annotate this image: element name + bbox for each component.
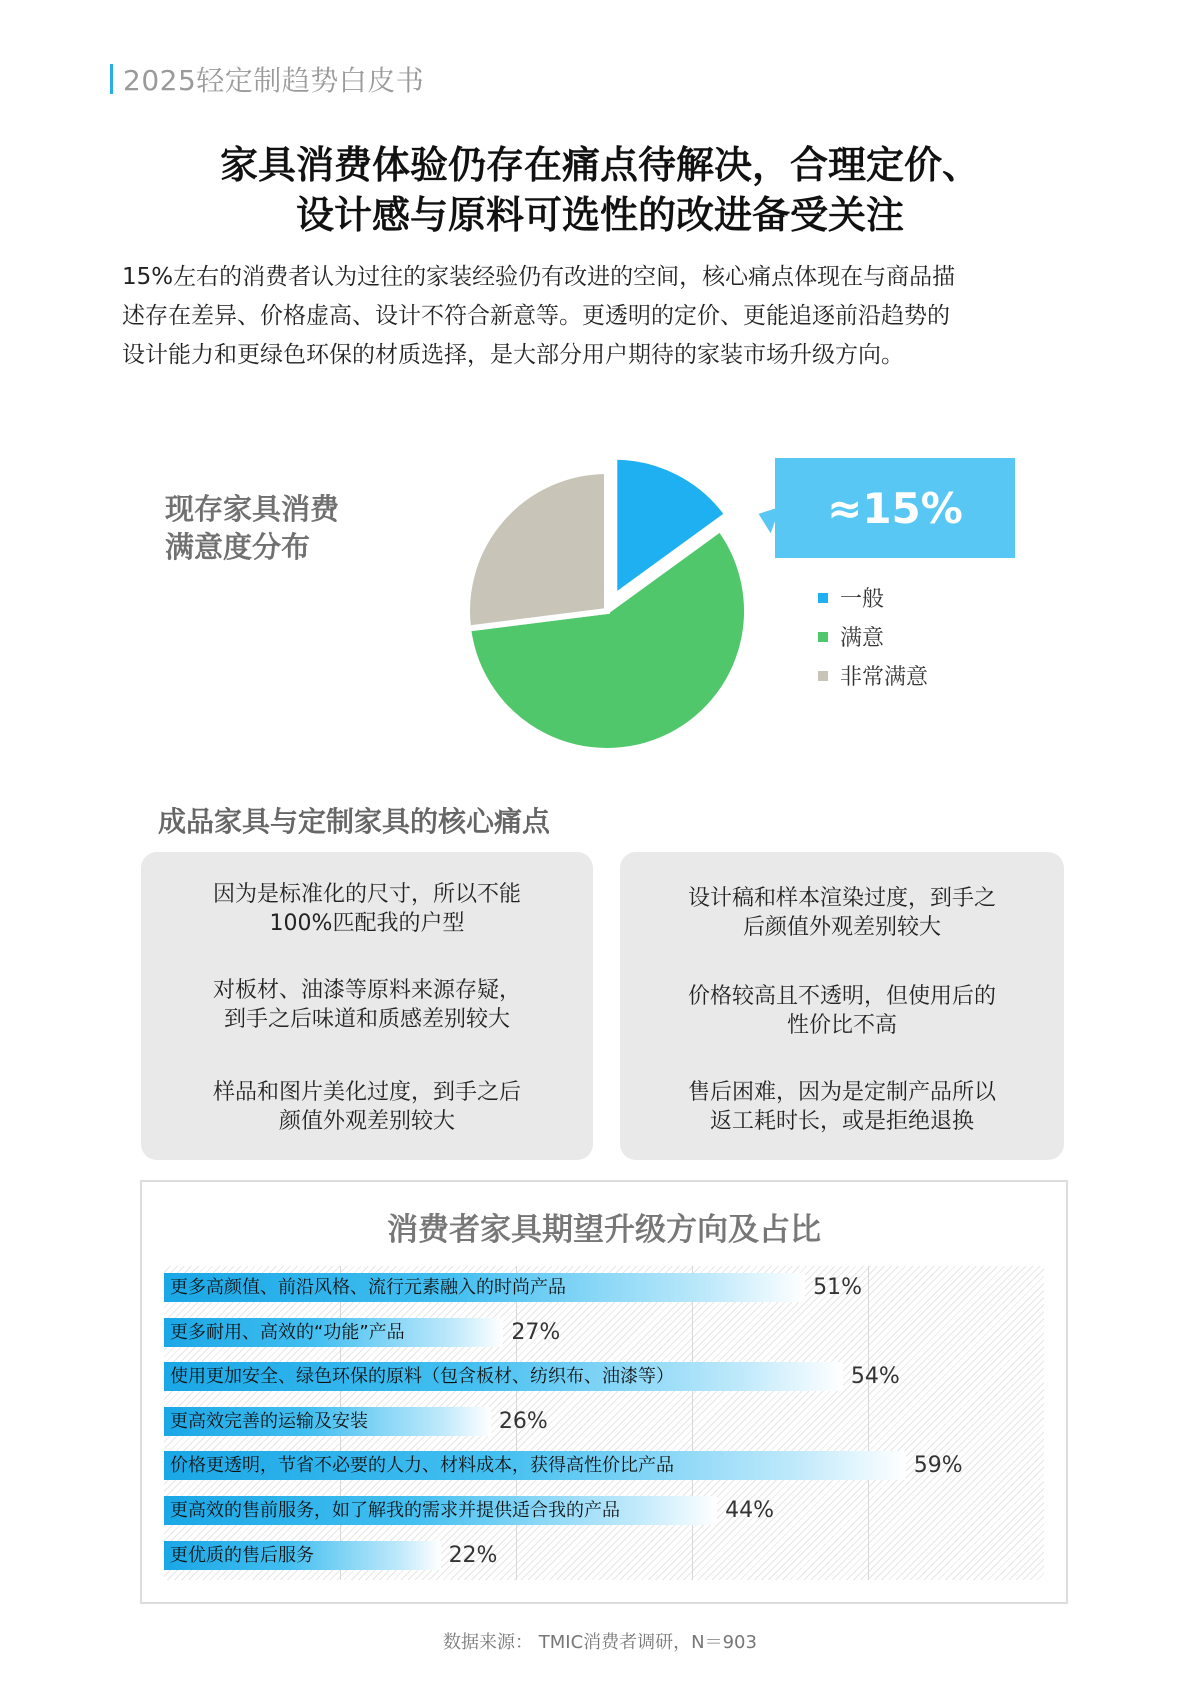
legend-label-satisfied: 满意	[840, 626, 885, 651]
bar-value-label: 51%	[813, 1275, 863, 1300]
upgrade-direction-panel	[140, 1180, 1068, 1604]
pain-point-line: 性价比不高	[786, 1013, 897, 1038]
pain-point-line: 后颜值外观差别较大	[742, 915, 941, 940]
intro-line-2: 述存在差异、价格虚高、设计不符合新意等。更透明的定价、更能追逐前沿趋势的	[122, 303, 950, 329]
intro-line-1: 15%左右的消费者认为过往的家装经验仍有改进的空间，核心痛点体现在与商品描	[122, 264, 956, 290]
pain-point-line: 样品和图片美化过度，到手之后	[212, 1080, 521, 1105]
page-title-line-2: 设计感与原料可选性的改进备受关注	[295, 193, 904, 237]
pie-title-line-2: 满意度分布	[165, 530, 311, 564]
page-title-line-1: 家具消费体验仍存在痛点待解决，合理定价、	[219, 143, 980, 187]
bar-category-label: 更高效的售前服务，如了解我的需求并提供适合我的产品	[170, 1500, 620, 1521]
bar-value-label: 54%	[850, 1364, 900, 1390]
bar	[164, 1407, 491, 1436]
grid-line	[692, 1266, 693, 1580]
legend-item-satisfied	[818, 617, 928, 656]
grid-line	[868, 1266, 869, 1580]
bar	[164, 1362, 843, 1391]
bar-value-label: 22%	[448, 1542, 498, 1568]
pain-point-line: 因为是标准化的尺寸，所以不能	[212, 882, 521, 907]
pain-point-item	[141, 976, 593, 1034]
pie-slice-very-satisfied	[467, 471, 607, 629]
pain-point-item	[141, 880, 593, 938]
legend-swatch-very-satisfied	[818, 671, 828, 681]
pain-point-line: 售后困难，因为是定制产品所以	[687, 1080, 996, 1105]
legend-item-general	[818, 578, 928, 617]
bar-value-label: 59%	[913, 1453, 963, 1479]
legend-swatch-satisfied	[818, 632, 828, 642]
pain-points-panel-left	[141, 852, 593, 1160]
pain-point-item	[620, 982, 1064, 1040]
bar-category-label: 更优质的售后服务	[170, 1544, 314, 1566]
bar	[164, 1273, 805, 1302]
pain-points-panel-right	[620, 852, 1064, 1160]
upgrade-chart-title: 消费者家具期望升级方向及占比	[387, 1212, 821, 1248]
bar	[164, 1541, 441, 1570]
bar-category-label: 更多高颜值、前沿风格、流行元素融入的时尚产品	[170, 1277, 566, 1298]
bar-value-label: 44%	[725, 1498, 775, 1523]
bar-value-label: 27%	[511, 1319, 561, 1345]
pain-point-line: 返工耗时长，或是拒绝退换	[709, 1109, 974, 1134]
legend-label-general: 一般	[840, 587, 885, 612]
highlight-callout: ≈15%	[775, 458, 1015, 558]
bar-category-label: 价格更透明，节省不必要的人力、材料成本，获得高性价比产品	[170, 1455, 674, 1477]
pie-legend	[818, 578, 928, 695]
bar	[164, 1318, 503, 1347]
pie-title-line-1: 现存家具消费	[165, 492, 340, 526]
bar-value-label: 26%	[498, 1408, 548, 1434]
bar-category-label: 更高效完善的运输及安装	[170, 1410, 368, 1432]
pain-point-item	[620, 1078, 1064, 1136]
bar	[164, 1451, 906, 1480]
pain-point-line: 到手之后味道和质感差别较大	[223, 1007, 510, 1032]
bar	[164, 1496, 717, 1525]
document-title: 2025轻定制趋势白皮书	[123, 64, 425, 97]
pain-point-item	[620, 884, 1064, 942]
legend-swatch-general	[818, 593, 828, 603]
legend-label-very-satisfied: 非常满意	[840, 665, 929, 690]
satisfaction-pie-chart	[0, 0, 1200, 800]
legend-item-very-satisfied	[818, 656, 928, 695]
intro-line-3: 设计能力和更绿色环保的材质选择，是大部分用户期待的家装市场升级方向。	[122, 342, 904, 368]
pain-point-line: 颜值外观差别较大	[278, 1109, 455, 1134]
pain-point-line: 100%匹配我的户型	[269, 911, 465, 936]
pain-points-title: 成品家具与定制家具的核心痛点	[158, 805, 551, 838]
pain-point-line: 对板材、油漆等原料来源存疑，	[212, 978, 521, 1003]
pain-point-line: 价格较高且不透明，但使用后的	[687, 984, 996, 1009]
bar-category-label: 更多耐用、高效的“功能”产品	[170, 1321, 405, 1343]
upgrade-bar-chart	[164, 1266, 1044, 1580]
bar-category-label: 使用更加安全、绿色环保的原料（包含板材、纺织布、油漆等）	[170, 1366, 674, 1388]
data-source-note: 数据来源： TMIC消费者调研，N＝903	[443, 1632, 757, 1653]
pain-point-line: 设计稿和样本渲染过度，到手之	[687, 886, 996, 911]
pain-point-item	[141, 1078, 593, 1136]
